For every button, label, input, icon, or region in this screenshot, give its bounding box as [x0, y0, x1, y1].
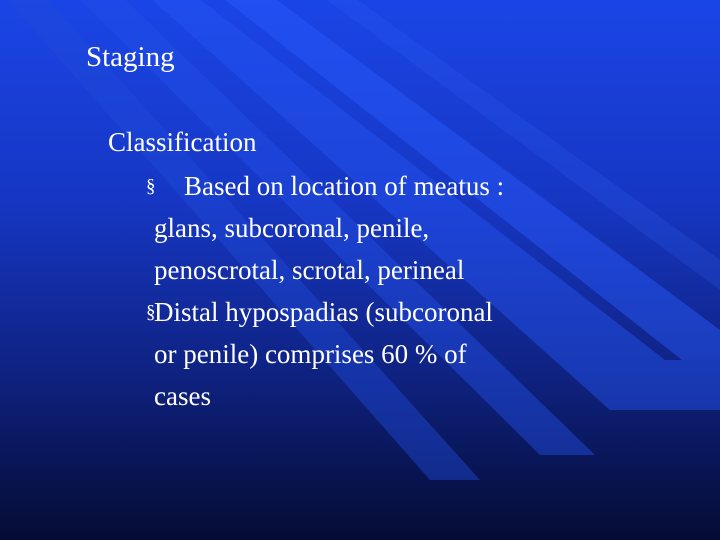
section-heading: Classification — [108, 127, 257, 157]
bullet-line: penoscrotal, scrotal, perineal — [154, 255, 465, 285]
bullet-item-location — [154, 165, 574, 291]
bullet-line: Distal hypospadias (subcoronal — [154, 297, 493, 327]
bullet-line: Based on location of meatus : — [184, 171, 505, 201]
slide-title: Staging — [86, 41, 175, 73]
bullet-marker: § — [146, 302, 156, 323]
bullet-marker: § — [146, 176, 156, 197]
bullet-line: cases — [154, 381, 211, 411]
bullet-line: glans, subcoronal, penile, — [154, 213, 430, 243]
bullet-item-distal — [154, 291, 574, 417]
bullet-line: or penile) comprises 60 % of — [154, 339, 467, 369]
